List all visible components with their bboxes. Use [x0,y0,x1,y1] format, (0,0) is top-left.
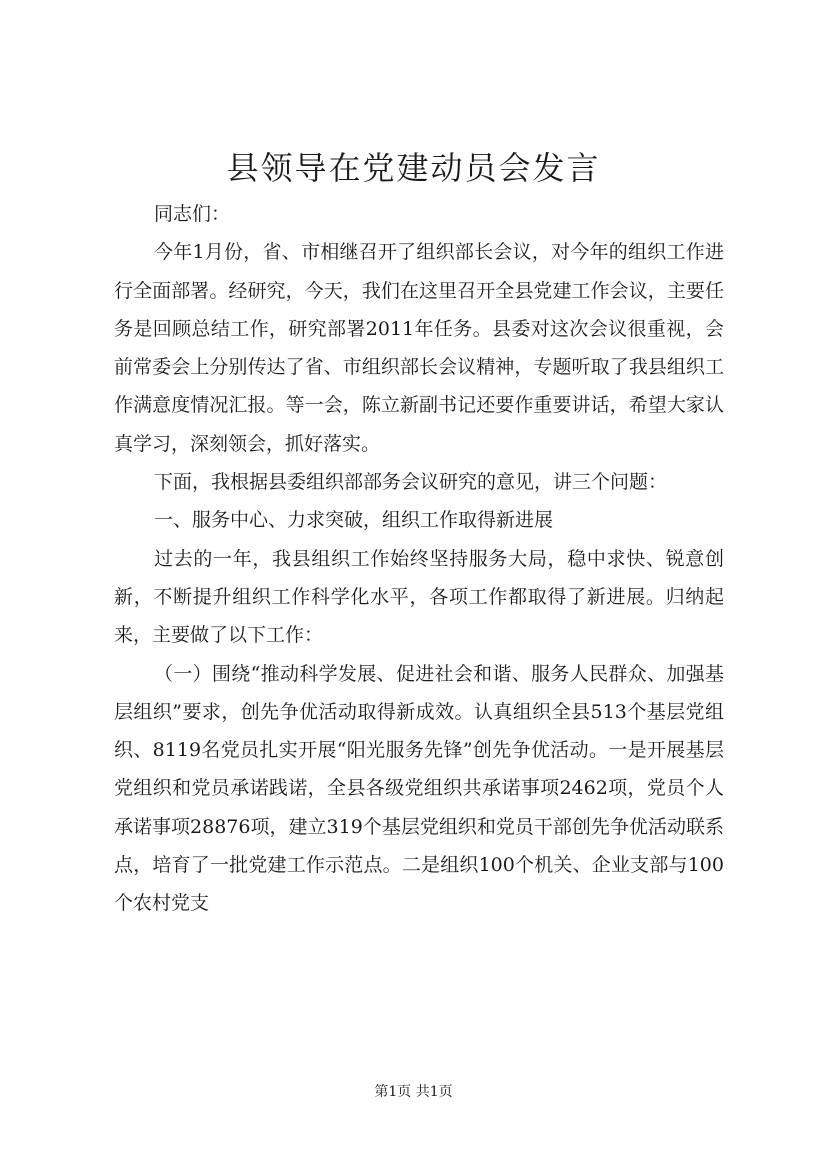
paragraph-outline: 下面，我根据县委组织部部务会议研究的意见，讲三个问题： [154,471,668,494]
page-footer: 第1页 共1页 [374,1084,453,1100]
paragraph-item-one: （一）围绕“推动科学发展、促进社会和谐、服务人民群众、加强基层组织”要求，创先争优活动取得新成效。认真组织全县513个基层党组织、8119名党员扎实开展“阳光服务先锋”创先争优活动。一是开展基层党组织和党员承诺践诺，全县各级党组织共承诺事项2462项，党员个人承诺事项28876项，建立319个基层党组织和党员干部创先争优活动联系点，培育了一批党建工作示范点。二是组织100个机关、企业支部与100个农村党支 [114,662,724,915]
document-body [114,195,724,923]
section-heading: 一、服务中心、力求突破，组织工作取得新进展 [154,509,554,532]
salutation: 同志们： [154,203,231,225]
paragraph-review: 过去的一年，我县组织工作始终坚持服务大局，稳中求快、锐意创新，不断提升组织工作科学化水平，各项工作都取得了新进展。归纳起来，主要做了以下工作： [114,547,724,647]
paragraph-intro: 今年1月份，省、市相继召开了组织部长会议，对今年的组织工作进行全面部署。经研究，今天，我们在这里召开全县党建工作会议，主要任务是回顾总结工作，研究部署2011年任务。县委对这次会议很重视，会前常委会上分别传达了省、市组织部长会议精神，专题听取了我县组织工作满意度情况汇报。等一会，陈立新副书记还要作重要讲话，希望大家认真学习，深刻领会，抓好落实。 [114,241,724,455]
page-title: 县领导在党建动员会发言 [226,149,601,187]
